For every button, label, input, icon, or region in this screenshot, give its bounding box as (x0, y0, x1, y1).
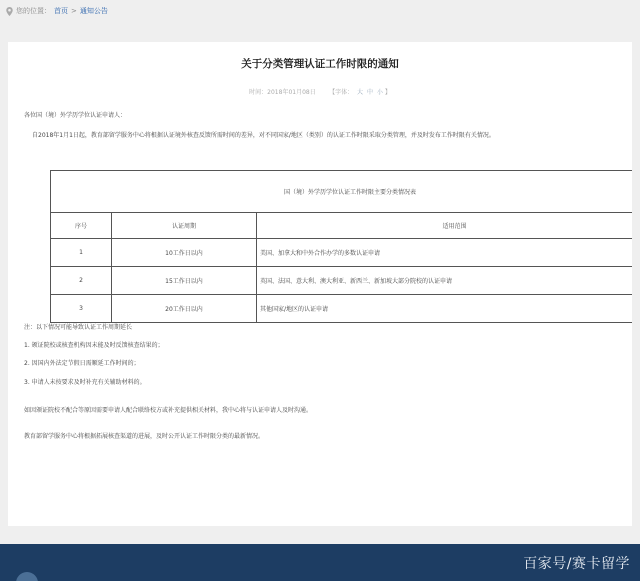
site-footer (0, 544, 640, 581)
table-caption: 国（境）外学历学位认证工作时限主要分类情况表 (51, 171, 633, 213)
article-meta (8, 87, 632, 96)
time-label: 时间： (249, 89, 268, 96)
table-header-period: 认证周期 (112, 213, 257, 239)
font-size-medium-button[interactable]: 中 (366, 89, 373, 96)
table-row (51, 295, 633, 323)
table-cell-period: 15工作日以内 (112, 267, 257, 295)
note-item: 3. 申请人未按要求及时补充有关辅助材料的。 (24, 379, 146, 386)
table-cell-index: 2 (51, 267, 112, 295)
table-cell-index: 3 (51, 295, 112, 323)
table-cell-scope: 英国、法国、意大利、澳大利亚、新西兰、新加坡大部分院校的认证申请 (257, 267, 633, 295)
note-item: 1. 颁证院校或核查机构因未能及时反馈核查结果的； (24, 342, 164, 349)
breadcrumb (6, 4, 108, 18)
location-pin-icon (6, 7, 13, 16)
time-value: 2018年01月08日 (267, 89, 316, 96)
final-paragraph: 教育部留学服务中心将根据拓展核查渠道的进展，及时公开认证工作时限分类的最新情况。 (24, 433, 265, 440)
font-size-large-button[interactable]: 大 (357, 89, 364, 96)
breadcrumb-separator: > (71, 7, 77, 15)
intro-paragraph: 自2018年1月1日起，教育部留学服务中心将根据认证境外核查反馈所需时间的差异，对不同国家/地区（类别）的认证工作时限采取分类管理，并及时发布工作时限有关情况。 (32, 132, 495, 139)
breadcrumb-current-link[interactable]: 通知公告 (79, 7, 108, 15)
table-header-index: 序号 (51, 213, 112, 239)
breadcrumb-home-link[interactable]: 首页 (54, 7, 68, 15)
note-title: 注：以下情况可能导致认证工作周期延长 (24, 324, 133, 331)
table-cell-scope: 其他国家/地区的认证申请 (257, 295, 633, 323)
table-cell-period: 20工作日以内 (112, 295, 257, 323)
font-size-small-button[interactable]: 小 (376, 89, 383, 96)
table-cell-period: 10工作日以内 (112, 239, 257, 267)
table-cell-scope: 美国、加拿大和中外合作办学的多数认证申请 (257, 239, 633, 267)
salutation: 各位国（境）外学历学位认证申请人： (24, 112, 127, 119)
watermark-text: 百家号/赛卡留学 (523, 556, 630, 572)
article-panel (8, 42, 632, 526)
article-title: 关于分类管理认证工作时限的通知 (241, 58, 399, 70)
site-logo-icon (16, 572, 38, 581)
note-item: 2. 因国内外法定节假日需顺延工作时间的； (24, 360, 140, 367)
font-size-label: 【字体： (329, 89, 354, 96)
table-header-scope: 适用范围 (257, 213, 633, 239)
table-row (51, 267, 633, 295)
extra-paragraph: 如因颁证院校不配合等原因需要申请人配合联络校方或补充提供相关材料，我中心将与认证申请人及时沟通。 (24, 407, 313, 414)
font-size-close: 】 (384, 89, 391, 96)
table-cell-index: 1 (51, 239, 112, 267)
breadcrumb-prefix: 您的位置： (16, 7, 51, 15)
table-row (51, 239, 633, 267)
classification-table (50, 170, 632, 323)
